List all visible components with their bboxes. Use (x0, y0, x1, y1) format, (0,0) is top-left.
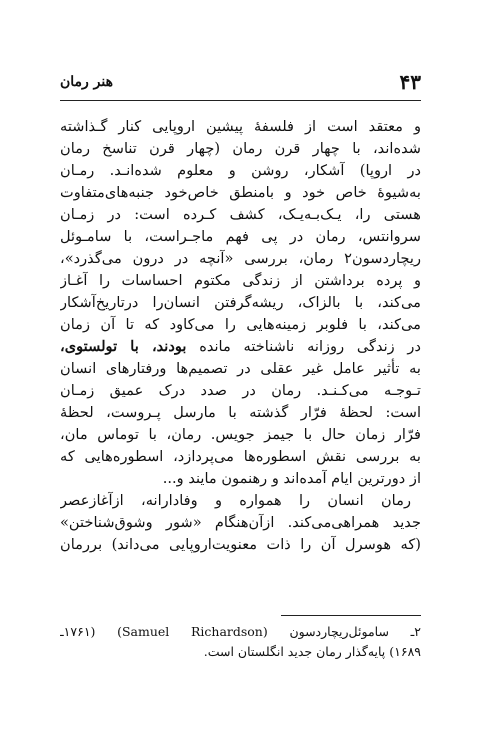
body-line: در اروپا) آشکار، روشن و معلوم شده‌انـد. رمـان (60, 162, 421, 179)
body-line: هستی را، یـک‌بـه‌یـک، کشف کـرده است: در زمـان (60, 206, 421, 223)
body-line: فرّار زمان حال با جیمز جویس. رمان، با توماس مان، (60, 426, 421, 443)
running-title: هنر رمان (60, 74, 114, 90)
footnote-line (60, 622, 421, 642)
footnote-rule (281, 615, 421, 616)
body-line: شده‌اند، با چهار قرن رمان (چهار قرن تناسخ رمان (60, 140, 421, 157)
body-line: می‌کند، با فلوبر زمینه‌هایی را می‌کاود که تا آن زمان (60, 316, 421, 333)
body-line-with-bold (60, 336, 421, 358)
body-text (60, 116, 421, 556)
body-line: ریچاردسون۲ رمان، بررسی «آنچه در درون می‌گذرد»، (60, 250, 421, 267)
body-line: است: لحظهٔ فرّار گذشته با مارسل پـروست، لحظهٔ (60, 404, 421, 421)
body-line: از دورترین ایام آمده‌اند و رهنمون ما‌یند و... (162, 470, 421, 487)
body-line: رمان انسان را همواره و وفادارانه، ازآغازعصر (60, 492, 411, 509)
body-line: به تأثیر عامل غیر عقلی در تصمیم‌ها ورفتارهای انسان (60, 360, 421, 377)
body-line-plain-part: در زندگی روزانه ناشناخته مانده (186, 338, 421, 355)
footnote-latin-name: (Samuel Richardson) (117, 624, 268, 639)
body-line: و معتقد است از فلسفهٔ پیشین اروپایی کنار گـذاشته (60, 118, 421, 135)
footnote (60, 622, 421, 662)
body-line: به‌شیوهٔ خاص خود و بامنطق خاص‌خود جنبه‌های‌متفاوت (60, 184, 421, 201)
body-line: تـوجـه می‌کـنـد. رمان در صدد درک عمیق زمـان (60, 382, 421, 399)
body-line: به بررسی نقش اسطوره‌ها می‌پردازد، اسطوره‌هایی که (60, 448, 421, 465)
footnote-years: (۱۷۶۱ـ (60, 624, 96, 639)
page-number: ۴۳ (399, 70, 421, 94)
footnote-line: ۱۶۸۹) پایه‌گذار رمان جدید انگلستان است. (203, 644, 421, 659)
body-line: سروانتس، رمان در پی فهم ماجـراست، با سامـوئل (60, 228, 421, 245)
body-line: (که هوسرل آن را ذات معنویت‌اروپایی می‌داند) بر‌رمان (60, 536, 421, 553)
body-line: جدید همراهی‌می‌کند. ازآن‌هنگام «شور وشوق‌شناختن» (60, 514, 421, 531)
body-line-bold-part: بودند، با تولستوی، (60, 338, 187, 355)
body-line: و پرده برداشتن از زندگی مکتوم احساسات را آغـاز (60, 272, 421, 289)
page-header (60, 68, 421, 98)
footnote-marker: ۲ـ ساموئل‌ریچاردسون (289, 624, 421, 639)
body-line: می‌کند، با بالزاک، ریشه‌گرفتن انسان‌را در‌تاریخ‌آشکار (60, 294, 421, 311)
header-rule (60, 100, 421, 101)
